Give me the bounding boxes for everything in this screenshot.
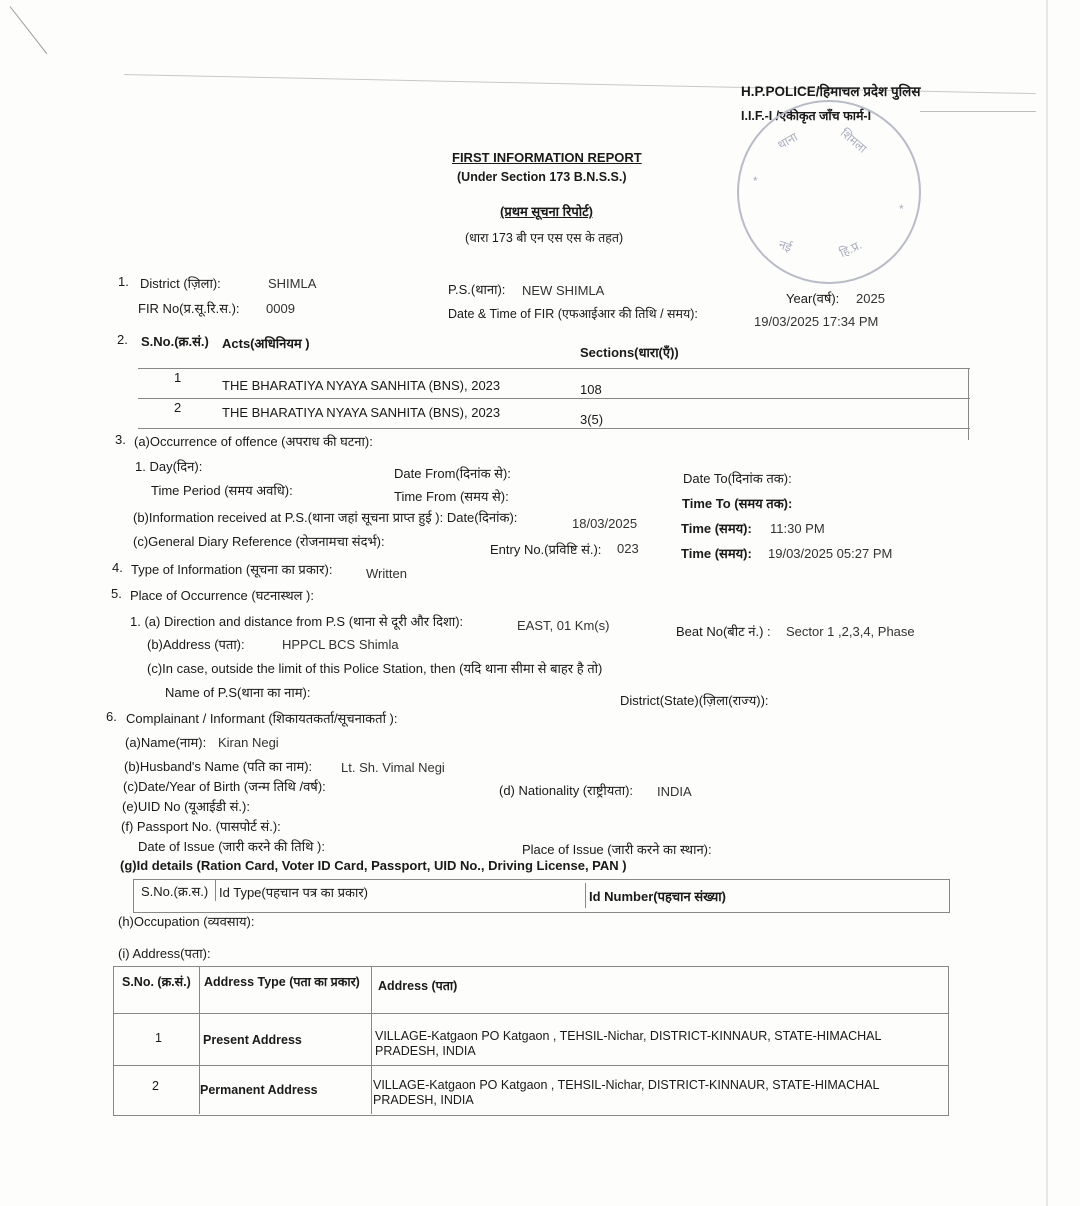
act-row-section: 108	[580, 382, 602, 397]
address-label: (i) Address(पता):	[118, 946, 211, 961]
addr-row-type: Permanent Address	[200, 1083, 318, 1097]
uid-label: (e)UID No (यूआईडी सं.):	[122, 799, 250, 814]
nationality-label: (d) Nationality (राष्ट्रीयता):	[499, 783, 634, 798]
date-from-label: Date From(दिनांक से):	[394, 466, 511, 481]
info-type-value: Written	[366, 566, 407, 581]
addr-row-type: Present Address	[203, 1033, 302, 1047]
passport-label: (f) Passport No. (पासपोर्ट सं.):	[121, 819, 281, 834]
info-time-label: Time (समय):	[681, 521, 752, 536]
info-type-label: Type of Information (सूचना का प्रकार):	[131, 562, 333, 577]
time-from-label: Time From (समय से):	[394, 489, 509, 504]
husband-value: Lt. Sh. Vimal Negi	[341, 760, 445, 775]
district-value: SHIMLA	[268, 276, 317, 291]
id-col-type: Id Type(पहचान पत्र का प्रकार)	[219, 885, 368, 900]
act-row-act: THE BHARATIYA NYAYA SANHITA (BNS), 2023	[222, 405, 501, 420]
id-details-label: (g)Id details (Ration Card, Voter ID Card, Passport, UID No., Driving License, PAN )	[120, 858, 627, 873]
acts-table-mid	[138, 398, 970, 399]
header-org: H.P.POLICE/हिमाचल प्रदेश पुलिस	[741, 84, 921, 99]
addr-col-sno: S.No. (क्र.सं.)	[122, 975, 191, 989]
addr-row-address: VILLAGE-Katgaon PO Katgaon , TEHSIL-Nichar, DISTRICT-KINNAUR, STATE-HIMACHAL PRADESH, INDIA	[373, 1078, 879, 1107]
page-edge	[1046, 0, 1048, 1206]
stamp-text-4: हि.प्र.	[837, 237, 865, 261]
complainant-label: Complainant / Informant (शिकायतकर्ता/सूचनाकर्ता ):	[126, 711, 398, 726]
entry-value: 023	[617, 541, 639, 556]
date-to-label: Date To(दिनांक तक):	[683, 471, 792, 486]
scan-mark	[10, 6, 48, 54]
stamp-text-2: शिमला	[837, 125, 870, 156]
time-to-label: Time To (समय तक):	[682, 496, 793, 511]
place-address-label: (b)Address (पता):	[147, 637, 245, 652]
outside-ps-label: (c)In case, outside the limit of this Police Station, then (यदि थाना सीमा से बाहर है तो)	[147, 661, 603, 676]
gd-time-value: 19/03/2025 05:27 PM	[768, 546, 893, 561]
nationality-value: INDIA	[657, 784, 692, 799]
id-col-number: Id Number(पहचान संख्या)	[589, 889, 726, 904]
addr-row-sno: 2	[152, 1079, 159, 1093]
id-col-sno: S.No.(क्र.स.)	[141, 884, 209, 899]
act-row-sno: 2	[174, 400, 182, 415]
day-label: 1. Day(दिन):	[135, 459, 203, 474]
direction-value: EAST, 01 Km(s)	[517, 618, 610, 633]
addr-col-address: Address (पता)	[378, 979, 458, 993]
header-form: I.I.F.-I /एकीकृत जाँच फार्म-I	[741, 109, 872, 123]
district-label: District (ज़िला):	[140, 276, 221, 291]
acts-col-acts: Acts(अधिनियम )	[222, 336, 310, 351]
gd-time-label: Time (समय):	[681, 546, 752, 561]
gd-label: (c)General Diary Reference (रोजनामचा संदर्भ):	[133, 534, 385, 549]
husband-label: (b)Husband's Name (पति का नाम):	[124, 759, 313, 774]
top-rule-2	[920, 111, 1036, 112]
name-label: (a)Name(नाम):	[125, 735, 207, 750]
id-table-divider	[215, 879, 216, 901]
time-period-label: Time Period (समय अवधि):	[151, 483, 293, 498]
police-stamp	[737, 100, 921, 284]
place-address-value: HPPCL BCS Shimla	[282, 637, 399, 652]
addr-row-divider	[113, 1065, 948, 1066]
dob-label: (c)Date/Year of Birth (जन्म तिथि /वर्ष):	[123, 779, 326, 794]
ps-label: P.S.(थाना):	[448, 282, 506, 297]
issue-date-label: Date of Issue (जारी करने की तिथि ):	[138, 839, 325, 854]
s1-num: 1.	[118, 274, 129, 289]
name-value: Kiran Negi	[218, 735, 279, 750]
stamp-text-1: थाना	[775, 129, 800, 153]
district-state-label: District(State)(ज़िला(राज्य)):	[620, 693, 769, 708]
acts-table-top	[138, 368, 970, 369]
s2-num: 2.	[117, 332, 128, 347]
info-received-date: 18/03/2025	[572, 516, 638, 531]
direction-label: 1. (a) Direction and distance from P.S (थाना से दूरी और दिशा):	[130, 614, 464, 629]
occurrence-heading: (a)Occurrence of offence (अपराध की घटना):	[134, 434, 373, 449]
fir-label: FIR No(प्र.सू.रि.स.):	[138, 301, 240, 316]
addr-row-sno: 1	[155, 1031, 162, 1045]
addr-col-type: Address Type (पता का प्रकार)	[204, 975, 360, 989]
s5-num: 5.	[111, 586, 122, 601]
act-row-act: THE BHARATIYA NYAYA SANHITA (BNS), 2023	[222, 378, 501, 393]
acts-col-sections: Sections(धारा(एँ))	[580, 345, 679, 360]
fir-datetime-value: 19/03/2025 17:34 PM	[754, 314, 879, 329]
stamp-star-2: *	[899, 202, 904, 216]
info-time-value: 11:30 PM	[770, 521, 825, 536]
year-label: Year(वर्ष):	[786, 291, 840, 306]
stamp-text-3: नई	[776, 237, 794, 255]
title-hi-sub: (धारा 173 बी एन एस एस के तहत)	[465, 231, 624, 245]
s6-num: 6.	[106, 709, 117, 724]
addr-row-divider	[113, 1013, 948, 1014]
s4-num: 4.	[112, 560, 123, 575]
place-label: Place of Occurrence (घटनास्थल ):	[130, 588, 315, 603]
fir-value: 0009	[266, 301, 295, 316]
issue-place-label: Place of Issue (जारी करने का स्थान):	[522, 842, 712, 857]
title-en: FIRST INFORMATION REPORT	[452, 150, 642, 165]
addr-row-address: VILLAGE-Katgaon PO Katgaon , TEHSIL-Nichar, DISTRICT-KINNAUR, STATE-HIMACHAL PRADESH, INDIA	[375, 1029, 881, 1058]
occupation-label: (h)Occupation (व्यवसाय):	[118, 914, 255, 929]
beat-label: Beat No(बीट नं.) :	[676, 624, 771, 639]
s3-num: 3.	[115, 432, 126, 447]
stamp-star-1: *	[753, 174, 758, 188]
year-value: 2025	[856, 291, 885, 306]
title-hi: (प्रथम सूचना रिपोर्ट)	[500, 204, 593, 219]
fir-datetime-label: Date & Time of FIR (एफआईआर की तिथि / समय):	[448, 307, 698, 321]
ps-value: NEW SHIMLA	[522, 283, 605, 298]
acts-col-sno: S.No.(क्र.सं.)	[141, 334, 209, 349]
acts-table-right	[968, 368, 969, 440]
info-received-label: (b)Information received at P.S.(थाना जहां सूचना प्राप्त हुई ): Date(दिनांक):	[133, 510, 518, 525]
id-table-divider	[585, 883, 586, 908]
beat-value: Sector 1 ,2,3,4, Phase	[786, 624, 915, 639]
entry-label: Entry No.(प्रविष्टि सं.):	[490, 542, 602, 557]
acts-table-bot	[138, 428, 970, 429]
outside-ps-name-label: Name of P.S(थाना का नाम):	[165, 685, 311, 700]
act-row-section: 3(5)	[580, 412, 604, 427]
title-en-sub: (Under Section 173 B.N.S.S.)	[457, 170, 627, 184]
act-row-sno: 1	[174, 370, 182, 385]
addr-col-divider	[371, 966, 372, 1114]
